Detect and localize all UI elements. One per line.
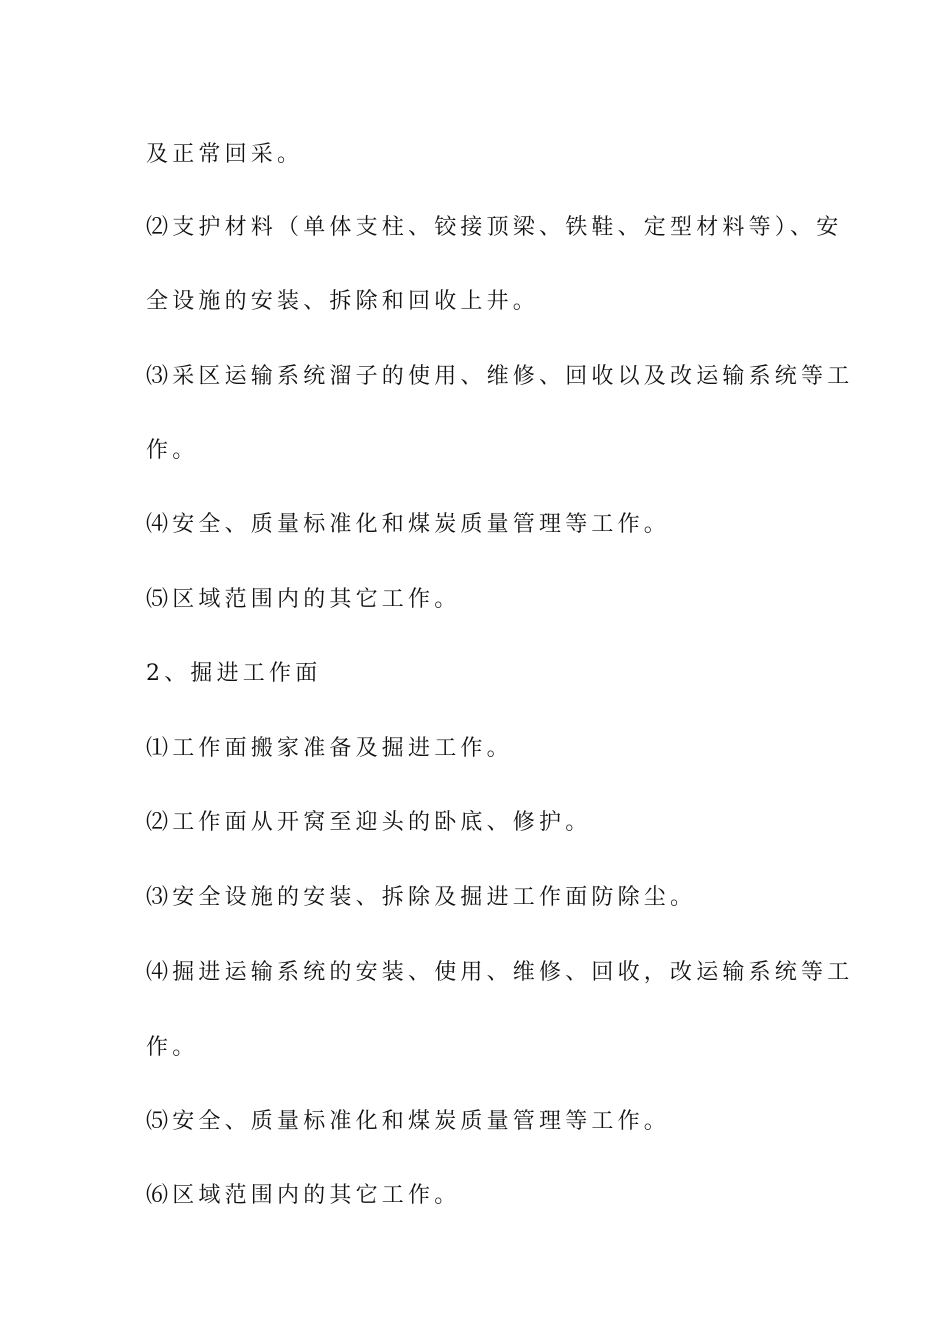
text-line: ⑵工作面从开窝至迎头的卧底、修护。 (146, 810, 592, 835)
text-line: ⑷安全、质量标准化和煤炭质量管理等工作。 (146, 512, 671, 537)
text-line: ⑹区域范围内的其它工作。 (146, 1183, 461, 1208)
text-line: ⑵支护材料（单体支柱、铰接顶梁、铁鞋、定型材料等）、安 (146, 215, 843, 240)
text-line: ⑴工作面搬家准备及掘进工作。 (146, 736, 513, 761)
text-line: ⑸区域范围内的其它工作。 (146, 587, 461, 612)
section-heading: 2、掘进工作面 (146, 661, 322, 686)
text-line: 全设施的安装、拆除和回收上井。 (146, 289, 540, 314)
text-line: ⑶安全设施的安装、拆除及掘进工作面防除尘。 (146, 885, 697, 910)
text-line: 作。 (146, 1035, 199, 1060)
text-line: 及正常回采。 (146, 142, 304, 167)
text-line: ⑶采区运输系统溜子的使用、维修、回收以及改运输系统等工 (146, 364, 854, 389)
text-line: ⑷掘进运输系统的安装、使用、维修、回收，改运输系统等工 (146, 960, 854, 985)
text-line: ⑸安全、质量标准化和煤炭质量管理等工作。 (146, 1109, 671, 1134)
text-line: 作。 (146, 438, 199, 463)
